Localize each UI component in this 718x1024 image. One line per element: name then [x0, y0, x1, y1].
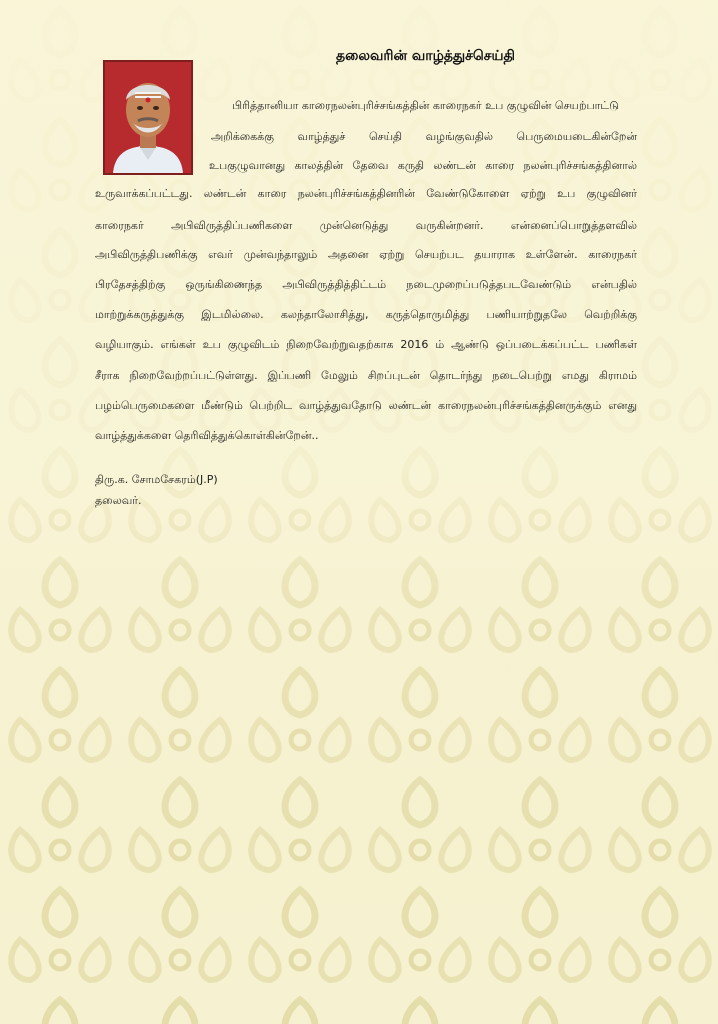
paragraph-line: பிரித்தானியா காரைநலன்புரிச்சங்கத்தின் காரைநகர் உப குழுவின் செயற்பாட்டு [232, 99, 619, 112]
portrait-image [105, 62, 191, 173]
paragraph-line: உபகுழுவானது காலத்தின் தேவை கருதி லண்டன் காரை நலன்புரிச்சங்கத்தினால் [209, 159, 637, 172]
paragraph-line: காரைநகர் அபிவிருத்திப்பணிகளை முன்னெடுத்து வருகின்றனர். என்னைப்பொறுத்தளவில் [95, 219, 637, 232]
paragraph-line: சீராக நிறைவேற்றப்பட்டுள்ளது. இப்பணி மேலும் சிறப்புடன் தொடர்ந்து நடைபெற்று எமது கிராமம் [95, 369, 637, 382]
paragraph-line: அபிவிருத்திபணிக்கு எவர் முன்வந்தாலும் அதனை ஏற்று செயற்பட தயாராக உள்ளேன். காரைநகர் [95, 248, 637, 261]
paragraph-line: அறிக்கைக்கு வாழ்த்துச் செய்தி வழங்குவதில் பெருமையடைகின்றேன் [211, 130, 637, 143]
paragraph-line: பழம்பெருமைகளை மீண்டும் பெற்றிட வாழ்த்துவதோடு லண்டன் காரைநலன்புரிச்சங்கத்தினருக்கும் எனது [95, 399, 637, 412]
paragraph-line: வாழ்த்துக்களை தெரிவித்துக்கொள்கின்றேன்.. [95, 429, 319, 442]
page-title: தலைவரின் வாழ்த்துச்செய்தி [336, 48, 516, 64]
paragraph-line: உருவாக்கப்பட்டது. லண்டன் காரை நலன்புரிச்சங்கத்தினரின் வேண்டுகோளை ஏற்று உப குழுவினர் [95, 187, 637, 200]
signature-name: திரு.க. சோமசேகரம்(J.P) [95, 473, 218, 486]
paragraph-line: மாற்றுக்கருத்துக்கு இடமில்லை. கலந்தாலோசித்து, கருத்தொருமித்து பணியாற்றுதலே வெற்றிக்கு [95, 308, 637, 321]
signature-title: தலைவர். [95, 494, 142, 507]
paragraph-line: பிரதேசத்திற்கு ஒருங்கிணைந்த அபிவிருத்தித்திட்டம் நடைமுறைப்படுத்தபடவேண்டும் என்பதில் [95, 278, 637, 291]
portrait-photo [103, 60, 193, 175]
paragraph-line: வழியாகும். எங்கள் உப குழுவிடம் நிறைவேற்றுவதற்காக 2016 ம் ஆண்டு ஒப்படைக்கப்பட்ட பணிகள் [95, 338, 637, 351]
